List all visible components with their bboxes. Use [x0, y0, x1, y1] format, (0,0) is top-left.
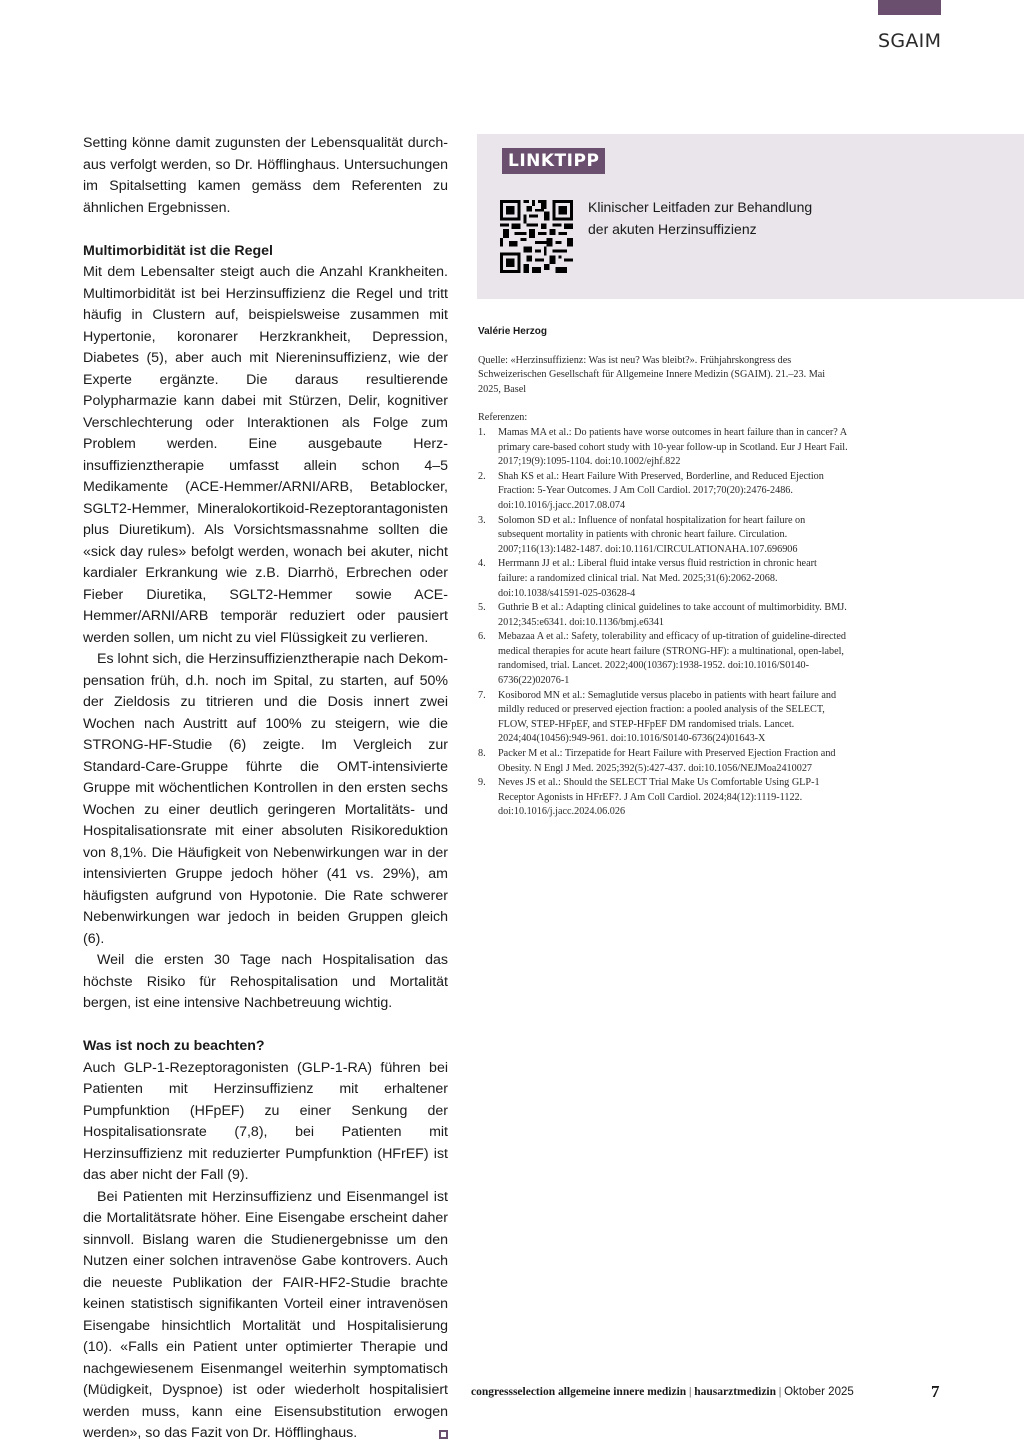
reference-number: 9.	[478, 777, 486, 789]
author-name: Valérie Herzog	[478, 326, 547, 337]
reference-item	[478, 747, 848, 776]
article-paragraph	[83, 1187, 448, 1445]
reference-number: 7.	[478, 689, 486, 701]
end-of-article-icon	[439, 1430, 448, 1439]
sidebar-column	[478, 325, 848, 820]
footer-separator: |	[686, 1386, 695, 1398]
references-list	[478, 426, 848, 820]
reference-text: Mamas MA et al.: Do patients have worse outcomes in heart failure than in cancer? A primary care-based cohort study with 10-year follow-up in Scotland. Eur J Heart Fail. 2017;19(9):1095-1104. doi:10.1002/ejhf.822	[498, 426, 848, 468]
page-number: 7	[931, 1382, 940, 1401]
reference-number: 2.	[478, 470, 486, 482]
reference-number: 1.	[478, 426, 486, 438]
reference-item	[478, 630, 848, 688]
reference-number: 4.	[478, 558, 486, 570]
reference-item	[478, 426, 848, 470]
linktipp-box	[477, 134, 1024, 299]
article-paragraph-text: Bei Patienten mit Herzinsuffizienz und Eisenmangel ist die Mortalitätsrate höher. Eine Eisengabe erscheint daher sinnvoll. Bislang waren die Studienergebnisse um den Nutzen einer solchen intravenöse Gabe kontrovers. Auch die neueste Publikation der FAIR-HF2-Studie brachte keinen statistisch signifikanten Vorteil einer intravenösen Eisengabe hinsichtlich Mortalität und Hospitalisierung (10). «Falls ein Patient unter optimierter Therapie und nachgewiesenem Eisenmangel weiterhin symptomatisch (Müdigkeit, Dyspnoe) ist oder wiederholt hospitalisiert werden muss, kann eine Eisensubstitution erwogen werden», so das Fazit von Dr. Höfflinghaus.	[83, 1188, 448, 1441]
reference-number: 3.	[478, 514, 486, 526]
qr-code-icon[interactable]	[500, 200, 573, 273]
reference-text: Kosiborod MN et al.: Semaglutide versus placebo in patients with heart failure and mildly reduced or preserved ejection fraction: a pooled analysis of the SELECT, FLOW, STEP-HFpEF, and STEP-HFpEF DM randomised trials. Lancet. 2024;404(10456):949-961. doi:10.1016/S0140-6736(24)01643-X	[498, 689, 837, 745]
publication-name: congressselection allgemeine innere medizin	[471, 1386, 687, 1398]
page-footer	[471, 1386, 854, 1398]
linktipp-line: der akuten Herzinsuffizienz	[588, 220, 757, 237]
reference-text: Neves JS et al.: Should the SELECT Trial Make Us Comfortable Using GLP-1 Receptor Agonists in HFrEF?. J Am Coll Cardiol. 2024;84(12):1119-1122. doi:10.1016/j.jacc.2024.06.026	[498, 777, 820, 818]
linktipp-badge: LINKTIPP	[502, 148, 605, 174]
reference-item	[478, 776, 848, 820]
article-paragraph: Es lohnt sich, die Herzinsuffizienztherapie nach Dekompensation früh, d.h. noch im Spital, zu starten, auf 50% der Zieldosis zu titrieren und die Dosis innert zwei Wochen nach Austritt auf 100% zu steigern, wie die STRONG-HF-Studie (6) zeigte. Im Vergleich zur Standard-Care-Gruppe führte die OMT-intensivierte Gruppe mit wöchentlichen Kontrollen in den ersten sechs Wochen zu einer deutlich geringeren Mortalitäts- und Hospitalisationsrate mit einer absoluten Risikoreduktion von 8,1%. Die Häufigkeit von Nebenwirkungen war in der intensivierten Gruppe jedoch höher (41 vs. 29%), am häufigsten aufgrund von Hypotonie. Die Rate schwerer Nebenwirkungen war jedoch in beiden Gruppen gleich (6).	[83, 651, 448, 947]
reference-number: 5.	[478, 602, 486, 614]
header-accent-bar	[878, 0, 941, 15]
reference-text: Shah KS et al.: Heart Failure With Preserved, Borderline, and Reduced Ejection Fraction: 5-Year Outcomes. J Am Coll Cardiol. 2017;70(20):2476-2486. doi:10.1016/j.jacc.2017.08.074	[498, 470, 824, 511]
reference-text: Herrmann JJ et al.: Liberal fluid intake versus fluid restriction in chronic heart failure: a randomized clinical trial. Nat Med. 2025;31(6):2062-2068. doi:10.1038/s41591-025-03628-4	[498, 558, 817, 599]
article-paragraph: Auch GLP-1-Rezeptoragonisten (GLP-1-RA) führen bei Patienten mit Herzinsuffizienz mit erhaltener Pumpfunktion (HFpEF) zu einer Senkung der Hospitalisationsrate (7,8), bei Patienten mit Herzinsuffizienz mit reduzierter Pumpfunktion (HFrEF) ist das aber nicht der Fall (9).	[83, 1059, 448, 1183]
article-paragraph: Mit dem Lebensalter steigt auch die Anzahl Krankheiten. Multimorbidität ist bei Herzinsuffizienz die Regel und tritt häufig in Clustern auf, beispielsweise zusammen mit Hypertonie, koronarer Herzkrankheit, Depression, Diabetes (5), aber auch mit Niereninsuffizienz, wie der Experte ergänzte. Die daraus resultierende Polypharmazie kann dabei mit Stürzen, Delir, kognitiver Verschlechterung oder Interaktionen als Folge zum Problem werden. Eine ausgebaute Herzinsuffizienztherapie umfasst allein schon 4–5 Medikamente (ACE-Hemmer/ARNI/ARB, Betablocker, SGLT2-Hemmer, Mineralokortikoid-Rezeptorantagonisten plus Diuretikum). Als Vorsichtsmassnahme sollten die «sick day rules» befolgt werden, wonach bei akuter, nicht kardialer Erkrankung wie z.B. Diarrhö, Erbrechen oder Fieber Diuretika, SGLT2-Hemmer sowie ACE-Hemmer/ARNI/ARB temporär reduziert oder pausiert werden sollen, um nicht zu viel Flüssigkeit zu verlieren.	[83, 264, 448, 646]
reference-number: 6.	[478, 631, 486, 643]
journal-name: hausarztmedizin	[694, 1386, 777, 1398]
reference-item	[478, 470, 848, 514]
footer-separator: |	[776, 1386, 785, 1398]
section-label: SGAIM	[878, 30, 942, 52]
source-citation: Quelle: «Herzinsuffizienz: Was ist neu? Was bleibt?». Frühjahrskongress des Schweizerischen Gesellschaft für Allgemeine Innere Medizin (SGAIM). 21.–23. Mai 2025, Basel	[478, 354, 826, 395]
reference-item	[478, 689, 848, 747]
reference-item	[478, 601, 848, 630]
reference-number: 8.	[478, 748, 486, 760]
article-paragraph: Setting könne damit zugunsten der Lebensqualität durchaus verfolgt werden, so Dr. Höfflinghaus. Untersuchungen im Spitalsetting kamen gemäss dem Referenten zu ähnlichen Ergebnissen.	[83, 135, 448, 216]
linktipp-line: Klinischer Leitfaden zur Behandlung	[588, 199, 813, 215]
reference-item	[478, 514, 848, 558]
reference-text: Packer M et al.: Tirzepatide for Heart Failure with Preserved Ejection Fraction and Obesity. N Engl J Med. 2025;392(5):427-437. doi:10.1056/NEJMoa2410027	[498, 748, 836, 774]
section-heading: Multimorbidität ist die Regel	[83, 242, 273, 259]
reference-text: Solomon SD et al.: Influence of nonfatal hospitalization for heart failure on subsequent mortality in patients with chronic heart failure. Circulation. 2007;116(13):1482-1487. doi:10.1161/CIRCULATIONAHA.107.696906	[498, 514, 806, 555]
reference-item	[478, 557, 848, 601]
article-paragraph: Weil die ersten 30 Tage nach Hospitalisation das höchste Risiko für Rehospitalisation und Mortalität bergen, ist eine intensive Nachbetreuung wichtig.	[83, 952, 448, 1011]
issue-date: Oktober 2025	[784, 1386, 854, 1398]
article-body	[83, 133, 448, 1445]
section-heading: Was ist noch zu beachten?	[83, 1038, 265, 1054]
reference-text: Mebazaa A et al.: Safety, tolerability and efficacy of up-titration of guideline-directed medical therapies for acute heart failure (STRONG-HF): a multinational, open-label, randomised, trial. Lancet. 2022;400(10367):1938-1952. doi:10.1016/S0140-6736(22)02076-1	[498, 631, 846, 687]
linktipp-link[interactable]	[588, 197, 812, 240]
reference-text: Guthrie B et al.: Adapting clinical guidelines to take account of multimorbidity. BMJ. 2012;345:e6341. doi:10.1136/bmj.e6341	[498, 602, 847, 628]
references-title: Referenzen:	[478, 412, 528, 424]
